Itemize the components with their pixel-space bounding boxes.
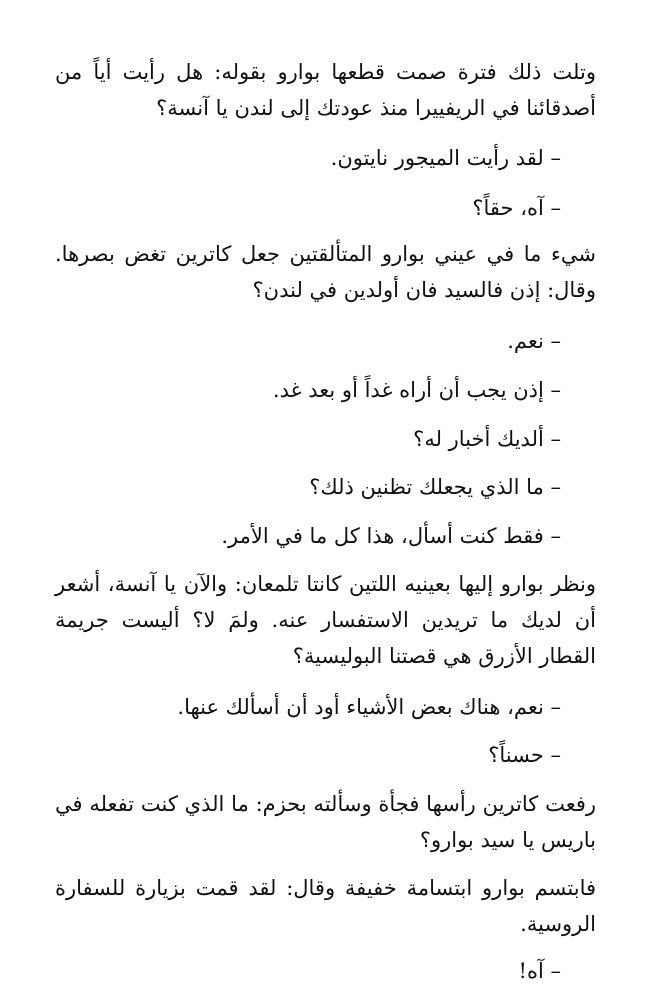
dialogue-line-2: – آه، حقاً؟ xyxy=(472,196,561,220)
dialogue-line-6: – ما الذي يجعلك تظنين ذلك؟ xyxy=(309,475,561,499)
dialogue-line-1: – لقد رأيت الميجور نايتون. xyxy=(330,146,561,170)
dialogue-line-3: – نعم. xyxy=(507,329,561,353)
dialogue-line-7: – فقط كنت أسأل، هذا كل ما في الأمر. xyxy=(221,524,561,548)
paragraph-3: ونظر بوارو إليها بعينيه اللتين كانتا تلمعان: والآن يا آنسة، أشعر أن لديك ما تريدين الاستفسار عنه. ولمَ لا؟ أليست جريمة القطار الأزرق هي قصتنا البوليسية؟ xyxy=(55,572,596,668)
dialogue-line-10: – آه! xyxy=(518,959,561,983)
dialogue-line-4: – إذن يجب أن أراه غداً أو بعد غد. xyxy=(272,378,561,402)
dialogue-line-9: – حسناً؟ xyxy=(488,743,561,767)
dialogue-line-8: – نعم، هناك بعض الأشياء أود أن أسألك عنها. xyxy=(177,695,561,719)
paragraph-1: وتلت ذلك فترة صمت قطعها بوارو بقوله: هل رأيت أياً من أصدقائنا في الريفييرا منذ عودتك إلى لندن يا آنسة؟ xyxy=(55,60,596,120)
dialogue-line-5: – ألديك أخبار له؟ xyxy=(413,427,561,451)
paragraph-4: رفعت كاترين رأسها فجأة وسألته بحزم: ما الذي كنت تفعله في باريس يا سيد بوارو؟ xyxy=(55,792,596,852)
paragraph-5: فابتسم بوارو ابتسامة خفيفة وقال: لقد قمت بزيارة للسفارة الروسية. xyxy=(55,876,596,936)
paragraph-2: شيء ما في عيني بوارو المتألقتين جعل كاترين تغض بصرها. وقال: إذن فالسيد فان أولدين في لندن؟ xyxy=(55,242,596,302)
